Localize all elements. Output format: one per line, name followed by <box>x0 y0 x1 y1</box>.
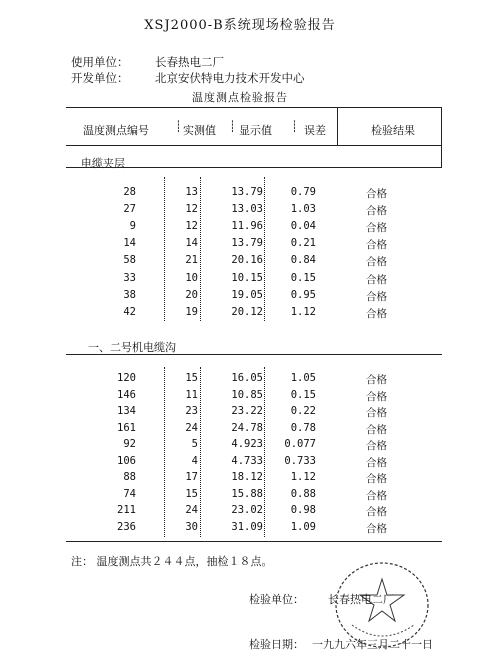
cell-result: 合格 <box>366 374 387 386</box>
cell-actual: 19 <box>185 305 198 318</box>
cell-actual: 5 <box>191 438 198 450</box>
cell-point-id: 74 <box>123 487 136 500</box>
cell-display: 24.78 <box>231 421 263 434</box>
cell-actual: 11 <box>185 388 198 401</box>
column-separator <box>264 177 265 321</box>
cell-actual: 20 <box>185 288 198 301</box>
cell-actual: 24 <box>185 421 198 434</box>
cell-error: 0.15 <box>290 388 316 401</box>
cell-result: 合格 <box>366 256 387 269</box>
inspection-date-value: 一九九六年三月二十一日 <box>312 638 433 651</box>
cell-result: 合格 <box>366 473 387 485</box>
cell-error: 0.78 <box>290 421 316 434</box>
cell-point-id: 28 <box>123 186 136 198</box>
cell-display: 13.03 <box>231 203 263 216</box>
column-separator <box>200 177 201 321</box>
cell-display: 23.22 <box>231 405 263 417</box>
table-right-edge <box>441 107 442 167</box>
cell-actual: 12 <box>185 203 198 216</box>
cell-actual: 21 <box>185 254 198 267</box>
cell-error: 0.79 <box>290 186 316 198</box>
report-title: XSJ2000-B系统现场检验报告 <box>144 18 336 33</box>
cell-display: 13.79 <box>231 237 263 250</box>
cell-point-id: 236 <box>117 520 136 533</box>
cell-error: 0.15 <box>290 271 316 284</box>
developer-unit-label: 开发单位： <box>71 71 129 85</box>
inspection-unit-value: 长春热电二厂 <box>328 593 394 606</box>
cell-display: 23.02 <box>231 504 263 516</box>
inspection-unit-label: 检验单位： <box>249 593 304 606</box>
cell-point-id: 146 <box>117 388 136 401</box>
cell-display: 11.96 <box>231 220 263 233</box>
user-unit-value: 长春热电二厂 <box>155 55 224 69</box>
cell-point-id: 14 <box>123 237 136 250</box>
cell-error: 0.22 <box>290 405 316 417</box>
cell-error: 0.84 <box>290 254 316 267</box>
section-title-cable-mezzanine: 电缆夹层 <box>81 157 125 170</box>
cell-actual: 4 <box>191 454 198 467</box>
cell-actual: 23 <box>185 405 198 417</box>
column-separator <box>164 367 165 537</box>
user-unit-label: 使用单位： <box>71 55 129 69</box>
cell-actual: 12 <box>185 220 198 233</box>
cell-result: 合格 <box>366 222 387 235</box>
cell-point-id: 134 <box>117 405 136 417</box>
cell-error: 0.077 <box>284 438 316 450</box>
cell-result: 合格 <box>366 290 387 303</box>
cell-point-id: 38 <box>123 288 136 301</box>
cell-actual: 15 <box>185 487 198 500</box>
cell-result: 合格 <box>366 188 387 200</box>
cell-point-id: 92 <box>123 438 136 450</box>
cell-display: 16.05 <box>231 372 263 384</box>
cell-display: 13.79 <box>231 186 263 198</box>
section-rule <box>66 354 442 355</box>
section-title-cable-trench: 一、二号机电缆沟 <box>88 341 176 354</box>
cell-display: 10.15 <box>231 271 263 284</box>
cell-actual: 15 <box>185 372 198 384</box>
cell-display: 4.923 <box>231 438 263 450</box>
cell-result: 合格 <box>366 205 387 218</box>
cell-actual: 10 <box>185 271 198 284</box>
cell-display: 20.12 <box>231 305 263 318</box>
header-display: 显示值 <box>239 124 272 137</box>
cell-point-id: 58 <box>123 254 136 267</box>
cell-error: 1.12 <box>290 471 316 483</box>
cell-result: 合格 <box>366 522 387 535</box>
cell-actual: 30 <box>185 520 198 533</box>
column-separator <box>164 177 165 321</box>
inspection-date-label: 检验日期： <box>249 638 304 651</box>
cell-error: 0.95 <box>290 288 316 301</box>
table-bottom-rule <box>66 541 442 542</box>
cell-point-id: 27 <box>123 203 136 216</box>
cell-error: 0.88 <box>290 487 316 500</box>
cell-display: 4.733 <box>231 454 263 467</box>
cell-actual: 13 <box>185 186 198 198</box>
cell-result: 合格 <box>366 489 387 502</box>
cell-result: 合格 <box>366 506 387 518</box>
table-top-rule <box>66 107 442 108</box>
cell-display: 10.85 <box>231 388 263 401</box>
cell-point-id: 33 <box>123 271 136 284</box>
cell-point-id: 211 <box>117 504 136 516</box>
cell-error: 1.05 <box>290 372 316 384</box>
cell-point-id: 88 <box>123 471 136 483</box>
cell-error: 1.09 <box>290 520 316 533</box>
header-id: 温度测点编号 <box>83 124 149 137</box>
cell-result: 合格 <box>366 456 387 469</box>
cell-result: 合格 <box>366 423 387 436</box>
cell-error: 0.733 <box>284 454 316 467</box>
cell-display: 18.12 <box>231 471 263 483</box>
header-actual: 实测值 <box>183 124 216 137</box>
cell-display: 31.09 <box>231 520 263 533</box>
cell-error: 0.98 <box>290 504 316 516</box>
cell-point-id: 9 <box>129 220 136 233</box>
cell-result: 合格 <box>366 390 387 403</box>
cell-display: 19.05 <box>231 288 263 301</box>
header-result: 检验结果 <box>371 124 415 137</box>
column-separator <box>264 367 265 537</box>
report-subtitle: 温度测点检验报告 <box>192 91 288 104</box>
header-error: 误差 <box>304 124 326 137</box>
section-rule <box>66 167 442 168</box>
cell-point-id: 42 <box>123 305 136 318</box>
developer-unit-value: 北京安伏特电力技术开发中心 <box>155 71 305 85</box>
result-column-divider <box>337 107 338 145</box>
cell-error: 1.12 <box>290 305 316 318</box>
cell-result: 合格 <box>366 407 387 419</box>
footnote: 注： 温度测点共２４４点，抽检１８点。 <box>71 555 273 568</box>
cell-actual: 17 <box>185 471 198 483</box>
cell-error: 1.03 <box>290 203 316 216</box>
table-header-rule <box>66 145 442 146</box>
cell-error: 0.04 <box>290 220 316 233</box>
cell-actual: 14 <box>185 237 198 250</box>
cell-result: 合格 <box>366 273 387 286</box>
cell-display: 15.88 <box>231 487 263 500</box>
cell-point-id: 106 <box>117 454 136 467</box>
cell-display: 20.16 <box>231 254 263 267</box>
cell-actual: 24 <box>185 504 198 516</box>
cell-result: 合格 <box>366 307 387 320</box>
cell-error: 0.21 <box>290 237 316 250</box>
cell-result: 合格 <box>366 239 387 252</box>
cell-point-id: 120 <box>117 372 136 384</box>
cell-result: 合格 <box>366 440 387 452</box>
column-separator <box>200 367 201 537</box>
cell-point-id: 161 <box>117 421 136 434</box>
